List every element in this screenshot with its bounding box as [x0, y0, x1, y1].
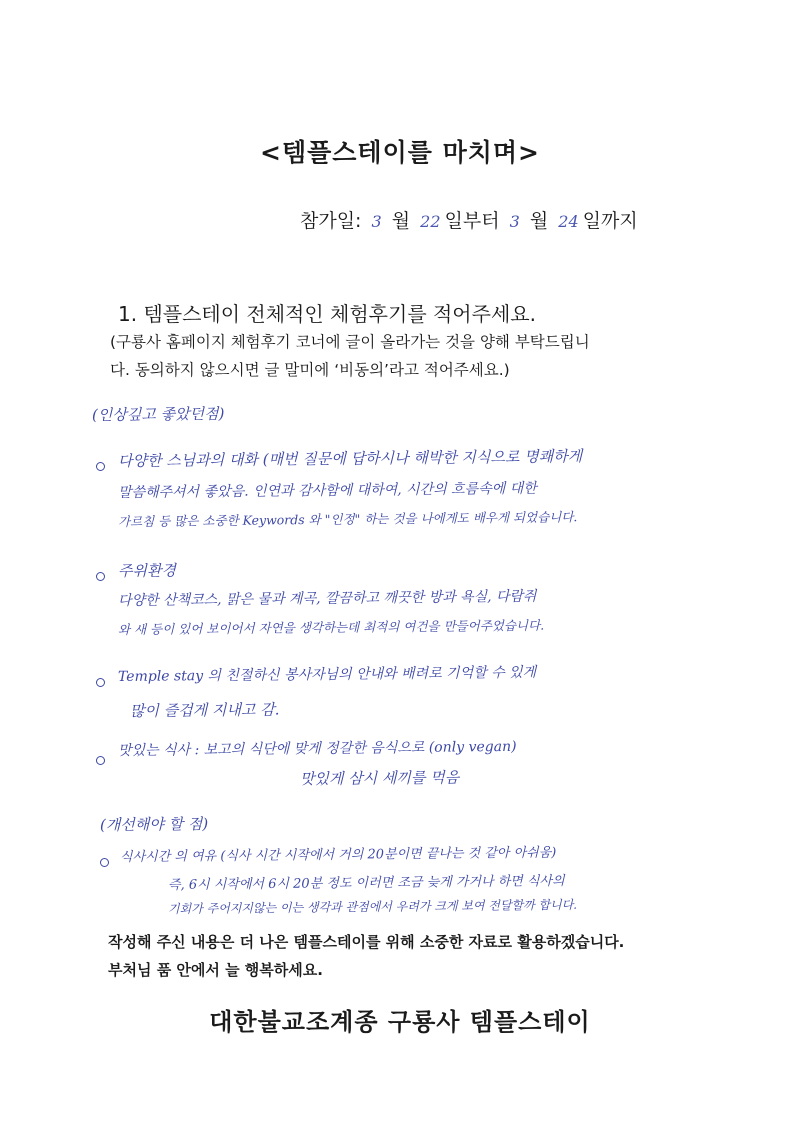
closing-line-2: 부처님 품 안에서 늘 행복하세요. — [108, 961, 323, 979]
item4-line1: 맛있는 식사 : 보고의 식단에 맞게 정갈한 음식으로 (only vegan) — [117, 738, 517, 759]
item3-line2: 많이 즐겁게 지내고 감. — [129, 700, 280, 720]
start-month: 3 — [371, 212, 382, 231]
bullet-icon — [96, 756, 105, 765]
item3-line1: Temple stay 의 친절하신 봉사자님의 안내와 배려로 기억할 수 있게 — [117, 664, 537, 685]
form-title: <템플스테이를 마치며> — [260, 138, 540, 167]
section-header-improvements: (개선해야 할 점) — [99, 814, 209, 834]
bullet-icon — [96, 572, 105, 581]
month-unit-1: 월 — [391, 210, 411, 232]
participation-label: 참가일: — [300, 210, 362, 232]
month-unit-2: 월 — [529, 210, 549, 232]
item5-line3: 기회가 주어지지않는 이는 생각과 관점에서 우려가 크게 보여 전달할까 합니다. — [167, 897, 578, 916]
item5-line1: 식사시간 의 여유 (식사 시간 시작에서 거의 20분이면 끝나는 것 같아 아쉬움) — [119, 845, 557, 865]
item1-line2: 말씀해주셔서 좋았음. 인연과 감사함에 대하여, 시간의 흐름속에 대한 — [117, 480, 537, 501]
item4-line2: 맛있게 삼시 세끼를 먹음 — [299, 768, 460, 788]
question-note — [110, 328, 710, 384]
end-suffix: 일까지 — [582, 210, 638, 232]
closing-message — [108, 928, 624, 984]
item1-line3: 가르침 등 많은 소중한 Keywords 와 "인정" 하는 것을 나에게도 배우게 되었습니다. — [117, 509, 578, 529]
start-day: 22 — [420, 212, 441, 231]
question-note-line-1: (구룡사 홈페이지 체험후기 코너에 글이 올라가는 것을 양해 부탁드립니 — [110, 333, 590, 351]
question-heading: 1. 템플스테이 전체적인 체험후기를 적어주세요. — [118, 302, 536, 326]
participation-dates — [300, 206, 638, 233]
question-note-line-2: 다. 동의하지 않으시면 글 말미에 ‘비동의’라고 적어주세요.) — [110, 361, 510, 379]
item5-line2: 즉, 6시 시작에서 6시 20분 정도 이러면 조금 늦게 가거나 하면 식사의 — [167, 873, 565, 893]
end-day: 24 — [558, 212, 579, 231]
closing-line-1: 작성해 주신 내용은 더 나은 템플스테이를 위해 소중한 자료로 활용하겠습니다. — [108, 933, 625, 951]
bullet-icon — [96, 678, 105, 687]
end-month: 3 — [509, 212, 520, 231]
item2-line2: 다양한 산책코스, 맑은 물과 계곡, 깔끔하고 깨끗한 방과 욕실, 다람쥐 — [117, 588, 537, 609]
bullet-icon — [96, 462, 105, 471]
item2-line3: 와 새 등이 있어 보이어서 자연을 생각하는데 최적의 여건을 만들어주었습니다. — [117, 617, 545, 637]
section-header-good-points: (인상깊고 좋았던점) — [91, 404, 225, 424]
item1-line1: 다양한 스님과의 대화 (매번 질문에 답하시나 해박한 지식으로 명쾌하게 — [117, 447, 583, 470]
item2-line1: 주위환경 — [117, 561, 177, 580]
start-suffix: 일부터 — [444, 210, 500, 232]
organization-footer: 대한불교조계종 구룡사 템플스테이 — [209, 1008, 591, 1036]
bullet-icon — [100, 858, 109, 867]
